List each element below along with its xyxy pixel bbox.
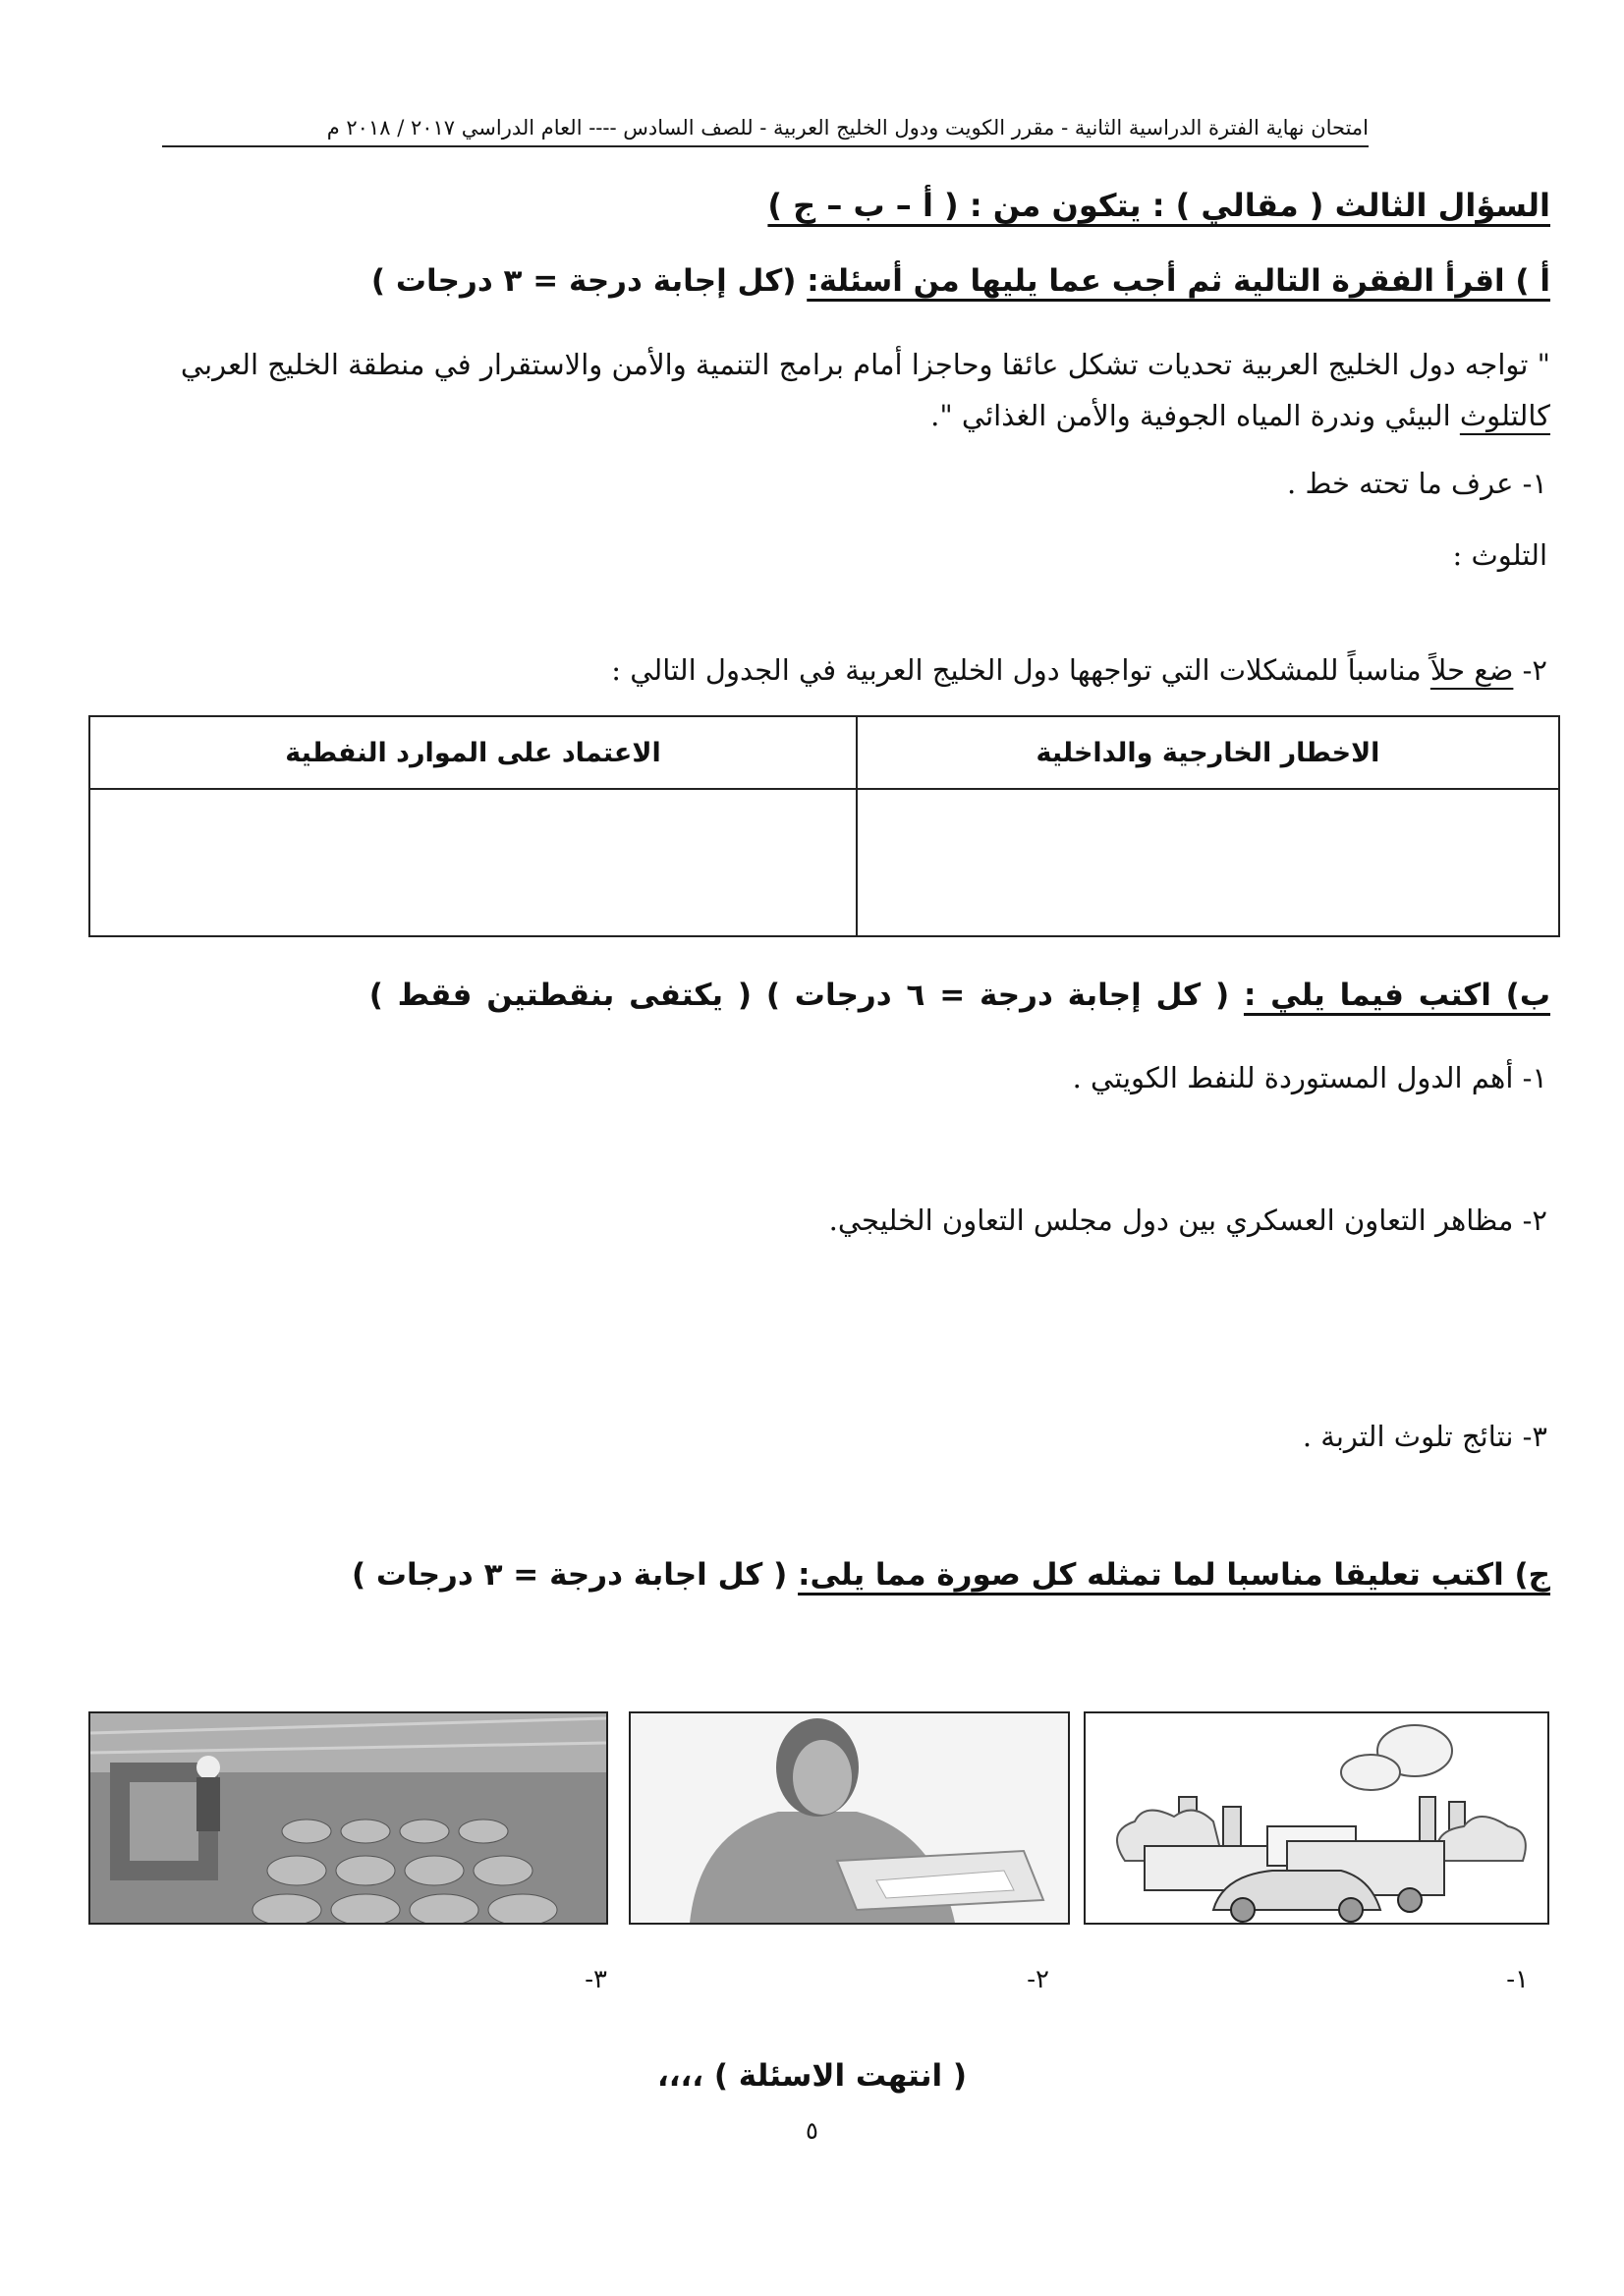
section-a-question-2: [611, 653, 1547, 687]
section-b-instruction: ب) اكتب فيما يلي :: [1243, 978, 1550, 1013]
question-three-title: [767, 187, 1550, 224]
section-c-heading: [352, 1557, 1550, 1593]
question-three-title-text: السؤال الثالث ( مقالي ) : يتكون من : ( أ – ب – ج ): [767, 187, 1550, 224]
section-c-instruction: ج) اكتب تعليقا مناسبا لما تمثله كل صورة مما يلى:: [798, 1557, 1550, 1593]
section-a-instruction: أ ) اقرأ الفقرة التالية ثم أجب عما يليها من أسئلة:: [807, 263, 1550, 299]
pollution-cartoon-image: [1084, 1711, 1549, 1925]
domestic-worker-photo: [629, 1711, 1070, 1925]
passage-underlined-term: كالتلوث: [1459, 399, 1550, 432]
image-label-3: ٣-: [585, 1965, 607, 1994]
q2-rest: مناسباً للمشكلات التي تواجهها دول الخليج العربية في الجدول التالي :: [611, 653, 1430, 687]
section-a-heading: [371, 263, 1550, 299]
problems-table: [88, 715, 1560, 937]
section-b-question-2: ٢- مظاهر التعاون العسكري بين دول مجلس التعاون الخليجي.: [828, 1204, 1547, 1237]
image-label-1: ١-: [1506, 1965, 1529, 1994]
definition-term-label: التلوث :: [1452, 538, 1547, 572]
passage-line-2-rest: البيئي وندرة المياه الجوفية والأمن الغذائي ".: [930, 399, 1460, 432]
section-b-heading: [369, 978, 1550, 1013]
section-a-question-1: ١- عرف ما تحته خط .: [1287, 467, 1547, 500]
q2-underlined: ضع حلاً: [1429, 653, 1514, 687]
factory-drawing: [90, 1713, 606, 1923]
q2-prefix: ٢-: [1513, 653, 1547, 687]
problems-table-header-row: [89, 716, 1559, 789]
answer-cell-oil[interactable]: [89, 789, 857, 936]
problems-table-answer-row: [89, 789, 1559, 936]
factory-photo: [88, 1711, 608, 1925]
answer-cell-threats[interactable]: [857, 789, 1559, 936]
passage-line-2: [72, 390, 1550, 441]
page-number: ٥: [806, 2117, 818, 2145]
col-oil-dependence: الاعتماد على الموارد النفطية: [89, 716, 857, 789]
section-b-question-3: ٣- نتائج تلوث التربة .: [1302, 1420, 1547, 1453]
section-a-grading: (كل إجابة درجة = ٣ درجات ): [370, 263, 797, 299]
section-b-grading: ( كل إجابة درجة = ٦ درجات ) ( يكتفى بنقطتين فقط ): [368, 978, 1230, 1013]
pollution-cartoon-drawing: [1086, 1713, 1547, 1923]
exam-header: امتحان نهاية الفترة الدراسية الثانية - مقرر الكويت ودول الخليج العربية - للصف السادس ---- العام الدراسي ٢٠١٧ / ٢٠١٨ م: [162, 116, 1369, 147]
col-external-internal-threats: الاخطار الخارجية والداخلية: [857, 716, 1559, 789]
section-b-question-1: ١- أهم الدول المستوردة للنفط الكويتي .: [1072, 1061, 1547, 1094]
section-c-grading: ( كل اجابة درجة = ٣ درجات ): [351, 1557, 788, 1593]
questions-ended-note: ( انتهت الاسئلة ) ،،،،: [656, 2058, 968, 2094]
domestic-worker-drawing: [631, 1713, 1068, 1923]
image-label-2: ٢-: [1027, 1965, 1049, 1994]
passage: [72, 339, 1550, 441]
passage-line-1: " تواجه دول الخليج العربية تحديات تشكل عائقا وحاجزا أمام برامج التنمية والأمن والاستقرار في منطقة الخليج العربي: [180, 348, 1550, 381]
